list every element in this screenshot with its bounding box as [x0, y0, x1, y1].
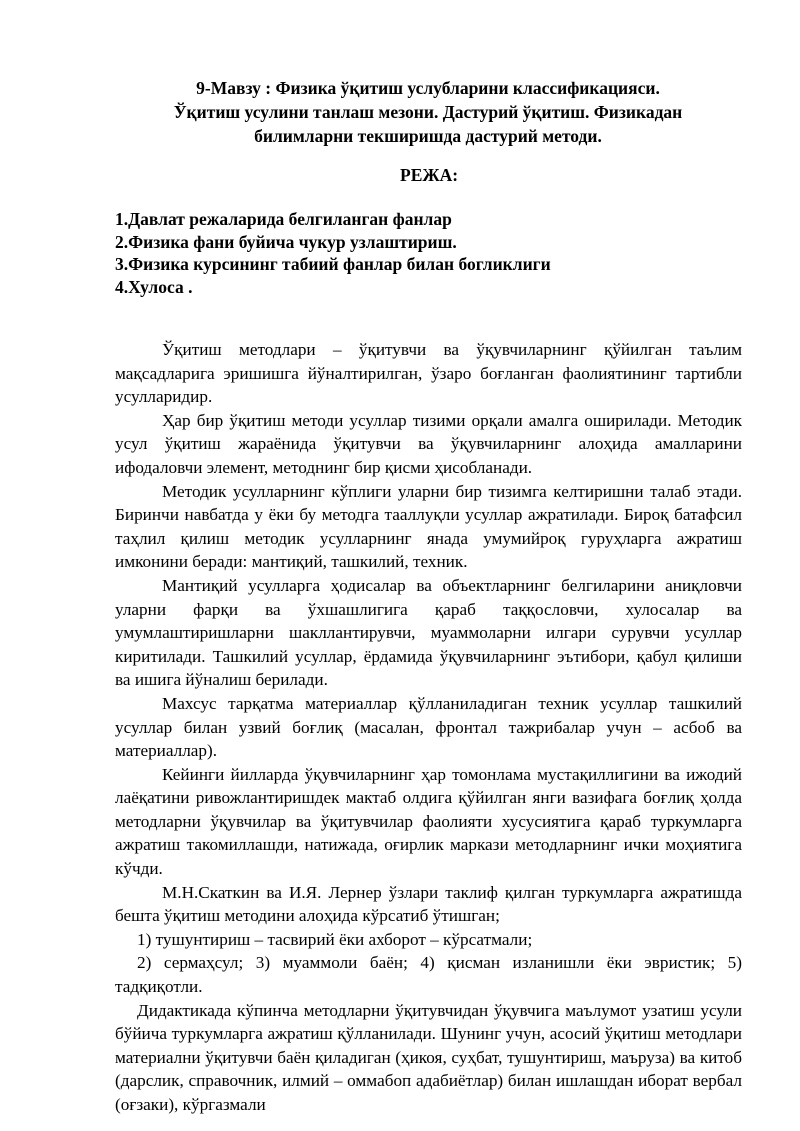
topic-title: [96, 76, 760, 148]
method-list-item: 2) сермаҳсул; 3) муаммоли баён; 4) қисман изланишли ёки эвристик; 5) тадқиқотли.: [115, 953, 742, 997]
plan-item: 1.Давлат режаларида белгиланган фанлар: [115, 209, 452, 229]
paragraph: Мантиқий усулларга ҳодисалар ва объектларнинг белгиларини аниқловчи уларни фарқи ва ўхшашлигига қараб таққословчи, хулосалар ва умумлаштиришларни шакллантирувчи, муаммоларни илгари сурувчи усуллар киритилади. Ташкилий усуллар, ёрдамида ўқувчиларнинг эътибори, қабул қилиши ва ишига йўналиш берилади.: [115, 575, 742, 690]
paragraph: М.Н.Скаткин ва И.Я. Лернер ўзлари таклиф қилган туркумларга ажратишда бешта ўқитиш методини алоҳида кўрсатиб ўтишган;: [115, 882, 742, 926]
plan-item: 4.Хулоса .: [115, 276, 193, 297]
paragraph: Методик усулларнинг кўплиги уларни бир тизимга келтиришни талаб этади. Биринчи навбатда у ёки бу методга тааллуқли усуллар ажратилади. Бироқ батафсил таҳлил қилиш методик усулларнинг янада умумийроқ гуруҳларга ажратиш имконини беради: мантиқий, ташкилий, техник.: [115, 481, 742, 572]
body-text: [115, 338, 742, 1117]
paragraph: Махсус тарқатма материаллар қўлланиладиган техник усуллар ташкилий усуллар билан узвий боғлиқ (масалан, фронтал тажрибалар учун – асбоб ва материаллар).: [115, 693, 742, 761]
topic-title-line: 9-Мавзу : Физика ўқитиш услубларини классификацияси.: [196, 78, 660, 98]
paragraph: Дидактикада кўпинча методларни ўқитувчидан ўқувчига маълумот узатиш усули бўйича туркумларга ажратиш қўлланилади. Шунинг учун, асосий ўқитиш методлари материални ўқитувчи баён қиладиган (ҳикоя, суҳбат, тушунтириш, маъруза) ва китоб (дарслик, справочник, илмий – оммабоп адабиётлар) билан ишлашдан иборат вербал (оғзаки), кўргазмали: [115, 1000, 742, 1114]
paragraph: Ўқитиш методлари – ўқитувчи ва ўқувчиларнинг қўйилган таълим мақсадларига эришишга йўналтирилган, ўзаро боғланган фаолиятининг тартибли усулларидир.: [115, 340, 742, 407]
topic-title-line: Ўқитиш усулини танлаш мезони. Дастурий ўқитиш. Физикадан: [173, 102, 683, 122]
method-list-item: 1) тушунтириш – тасвирий ёки ахборот – кўрсатмали;: [137, 929, 533, 949]
topic-title-line: билимларни текширишда дастурий методи.: [254, 126, 602, 146]
plan-list: [115, 208, 755, 298]
plan-heading: РЕЖА:: [400, 165, 459, 185]
plan-item: 2.Физика фани буйича чукур узлаштириш.: [115, 231, 457, 252]
plan-item: 3.Физика курсининг табиий фанлар билан богликлиги: [115, 254, 551, 274]
paragraph: Кейинги йилларда ўқувчиларнинг ҳар томонлама мустақиллигини ва ижодий лаёқатини ривожлантиришдек мактаб олдига қўйилган янги вазифага боғлиқ ҳолда методларни ўқувчилар ва ўқитувчилар фаолияти хусусиятига қараб туркумларга ажратиш такомиллашди, натижада, оғирлик маркази методларнинг ички моҳиятига кўчди.: [115, 764, 742, 879]
paragraph: Ҳар бир ўқитиш методи усуллар тизими орқали амалга оширилади. Методик усул ўқитиш жараёнида ўқитувчи ва ўқувчиларнинг алоҳида амалларини ифодаловчи элемент, методнинг бир қисми ҳисобланади.: [115, 410, 742, 477]
